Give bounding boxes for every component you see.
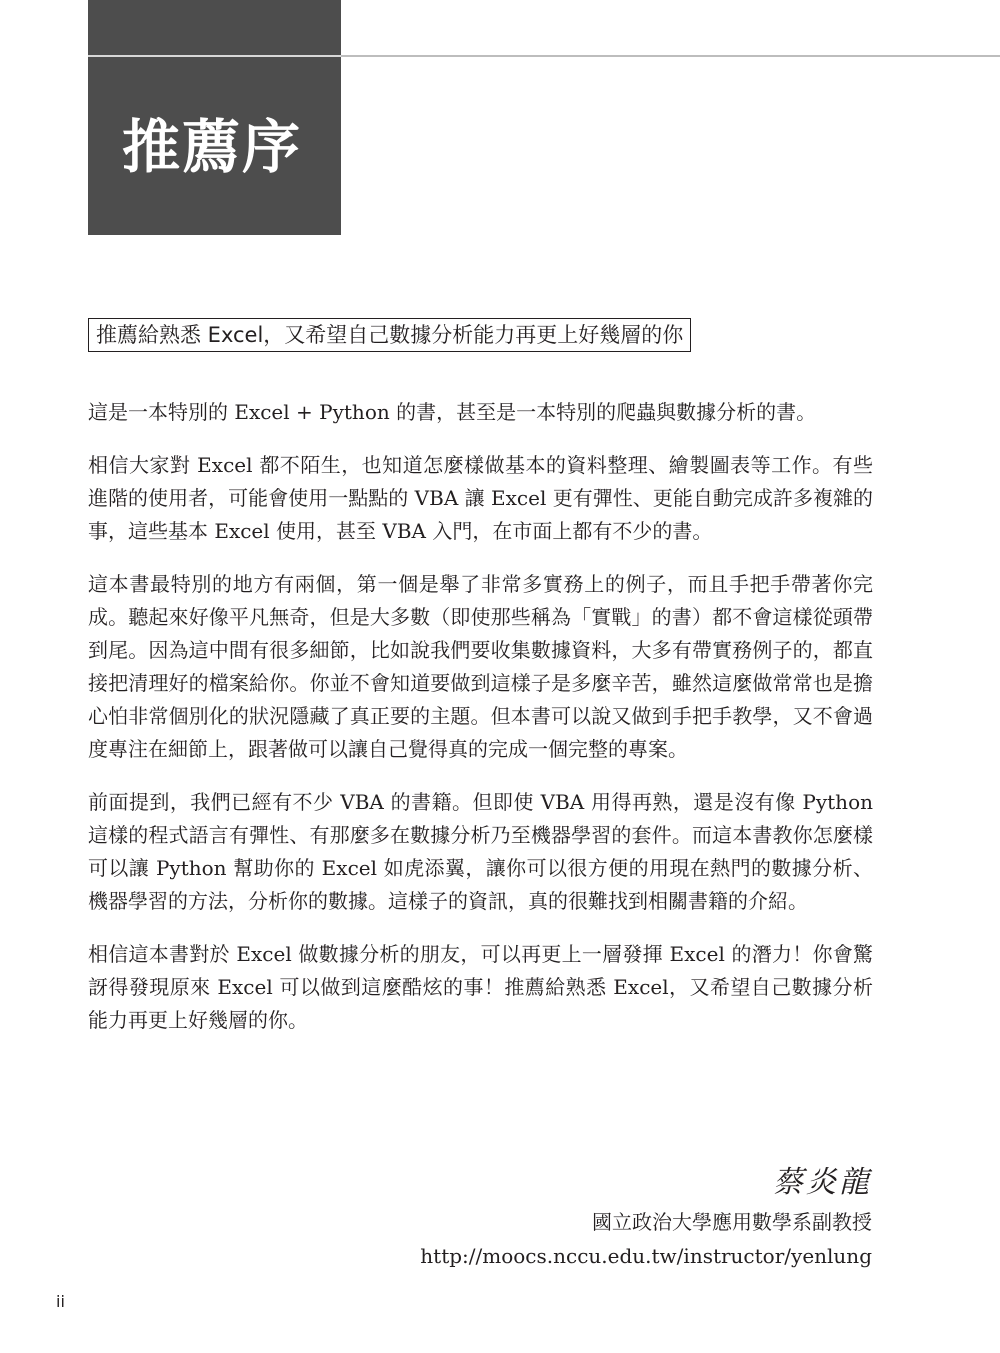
paragraph: 相信這本書對於 Excel 做數據分析的朋友，可以再更上一層發揮 Excel 的潛力！你會驚訝得發現原來 Excel 可以做到這麼酷炫的事！推薦給熟悉 Excel，又希望自己數據分析能力再更上好幾層的你。 [88,942,873,1032]
author-title: 國立政治大學應用數學系副教授 [592,1210,872,1234]
author-url: http://moocs.nccu.edu.tw/instructor/yenlung [420,1244,872,1268]
chapter-title: 推薦序 [122,113,303,181]
title-block-divider [88,55,341,57]
paragraph: 相信大家對 Excel 都不陌生，也知道怎麼樣做基本的資料整理、繪製圖表等工作。有些進階的使用者，可能會使用一點點的 VBA 讓 Excel 更有彈性、更能自動完成許多複雜的事，這些基本 Excel 使用，甚至 VBA 入門，在市面上都有不少的書。 [88,453,873,543]
chapter-title-block [88,0,341,235]
section-subtitle: 推薦給熟悉 Excel，又希望自己數據分析能力再更上好幾層的你 [88,318,691,352]
paragraph: 這是一本特別的 Excel + Python 的書，甚至是一本特別的爬蟲與數據分析的書。 [88,400,817,424]
author-name: 蔡炎龍 [773,1165,872,1200]
page-number: ii [56,1292,65,1311]
body-text [88,396,873,1057]
paragraph: 前面提到，我們已經有不少 VBA 的書籍。但即使 VBA 用得再熟，還是沒有像 Python 這樣的程式語言有彈性、有那麼多在數據分析乃至機器學習的套件。而這本書教你怎麼樣可以讓 Python 幫助你的 Excel 如虎添翼，讓你可以很方便的用現在熱門的數據分析、機器學習的方法，分析你的數據。這樣子的資訊，真的很難找到相關書籍的介紹。 [88,790,873,913]
signature-block [420,1163,872,1273]
paragraph: 這本書最特別的地方有兩個，第一個是舉了非常多實務上的例子，而且手把手帶著你完成。聽起來好像平凡無奇，但是大多數（即使那些稱為「實戰」的書）都不會這樣從頭帶到尾。因為這中間有很多細節，比如說我們要收集數據資料，大多有帶實務例子的，都直接把清理好的檔案給你。你並不會知道要做到這樣子是多麼辛苦，雖然這麼做常常也是擔心怕非常個別化的狀況隱藏了真正要的主題。但本書可以說又做到手把手教學，又不會過度專注在細節上，跟著做可以讓自己覺得真的完成一個完整的專案。 [88,572,873,761]
